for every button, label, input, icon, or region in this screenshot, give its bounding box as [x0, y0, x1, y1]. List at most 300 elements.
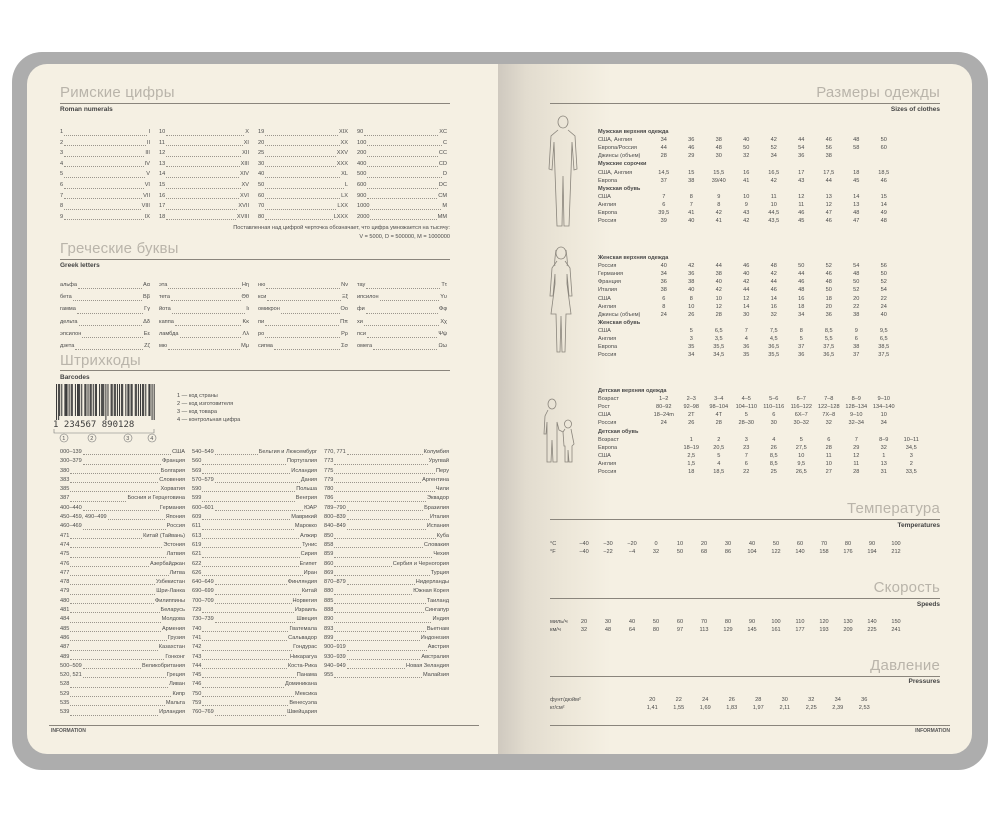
row-value: Турция — [430, 569, 449, 576]
table-row — [258, 201, 348, 212]
table-cell: 36,5 — [823, 352, 835, 359]
row-value: Дания — [300, 476, 317, 483]
table-cell: 1,83 — [726, 705, 738, 712]
table-cell: 10 — [715, 295, 722, 302]
row-label: миль/ч — [550, 619, 568, 626]
table-row — [192, 448, 317, 457]
dot-leader — [366, 303, 438, 313]
table-cell: 225 — [867, 627, 877, 634]
row-key: 500 — [357, 171, 367, 178]
row-value: IX — [144, 213, 150, 220]
table-cell: 12 — [798, 193, 805, 200]
table-column — [324, 448, 449, 680]
table-cell: 28 — [853, 468, 860, 475]
row-key: 520, 521 — [60, 672, 82, 679]
row-key: 486 — [60, 634, 70, 641]
dot-leader — [274, 340, 340, 350]
dot-leader — [202, 643, 292, 650]
barcode-bar — [132, 384, 133, 416]
table-cell: 56 — [825, 145, 832, 152]
table-row — [192, 699, 317, 708]
row-key: 800–839 — [324, 514, 346, 521]
table-cell: 42 — [715, 209, 722, 216]
row-value: Италия — [429, 514, 449, 521]
row-value: Θθ — [241, 294, 249, 301]
table-row — [60, 279, 150, 291]
row-label: Рост — [598, 404, 610, 411]
table-row — [159, 303, 249, 315]
table-cell: 18–24m — [653, 412, 674, 419]
dot-leader — [70, 467, 159, 474]
table-cell: 30 — [724, 541, 732, 548]
table-cell: 41 — [688, 209, 695, 216]
row-value: Δδ — [143, 318, 150, 325]
table-cell: 36 — [688, 137, 695, 144]
table-cell: 18–19 — [683, 444, 700, 451]
table-row — [159, 148, 249, 159]
barcode-bar — [131, 384, 132, 416]
table-cell: 38 — [688, 279, 695, 286]
row-value: XIII — [240, 160, 249, 167]
row-value: Чили — [435, 486, 449, 493]
dot-leader — [70, 560, 149, 567]
table-cell: 52 — [770, 145, 777, 152]
row-label: фунт/дюйм² — [550, 697, 581, 704]
row-value: Словакия — [423, 541, 449, 548]
dot-leader — [83, 457, 161, 464]
table-cell: 34 — [688, 352, 695, 359]
divider — [60, 370, 450, 371]
dot-leader — [202, 457, 286, 464]
row-value: Иран — [303, 569, 317, 576]
pressure-table — [550, 696, 878, 712]
table-cell: 37 — [853, 352, 860, 359]
row-key: дельта — [60, 318, 78, 325]
table-cell: 26 — [728, 697, 735, 704]
row-value: Малайзия — [422, 672, 449, 679]
dot-leader — [70, 653, 164, 660]
dot-leader — [367, 180, 438, 189]
table-row — [598, 185, 898, 193]
table-cell: 14 — [770, 295, 777, 302]
table-cell: 12 — [825, 201, 832, 208]
sizes-subtitle: Sizes of clothes — [890, 106, 940, 113]
table-cell: 90 — [748, 619, 756, 626]
barcode-bar — [103, 384, 104, 416]
row-label: Европа — [598, 444, 618, 451]
barcode-bar — [56, 384, 57, 420]
table-cell: 68 — [700, 549, 708, 556]
row-key: 383 — [60, 476, 70, 483]
table-cell: 18,5 — [713, 468, 725, 475]
table-row — [60, 504, 185, 513]
table-row — [324, 541, 449, 550]
row-key: 619 — [192, 541, 202, 548]
table-row — [324, 671, 449, 680]
row-key: 888 — [324, 607, 334, 614]
table-cell: 2,11 — [779, 705, 790, 712]
row-value: Панама — [296, 672, 317, 679]
barcode-bar — [64, 384, 65, 416]
dot-leader — [166, 169, 239, 178]
table-cell: 36 — [743, 344, 750, 351]
table-cell: 2,39 — [832, 705, 844, 712]
dot-leader — [82, 328, 142, 338]
row-value: Тунис — [302, 541, 317, 548]
table-cell: −30 — [603, 541, 613, 548]
table-cell — [650, 335, 678, 343]
table-row — [60, 303, 150, 315]
table-row — [192, 708, 317, 717]
dot-leader — [347, 504, 423, 511]
row-label: США — [598, 412, 611, 419]
row-value: Нидерланды — [415, 579, 449, 586]
table-cell: 8 — [717, 201, 721, 208]
table-cell: 48 — [853, 137, 860, 144]
row-value: Куба — [436, 532, 449, 539]
row-key: 773 — [324, 458, 334, 465]
table-cell: 38 — [688, 177, 695, 184]
row-key: 930–939 — [324, 653, 346, 660]
dot-leader — [215, 587, 301, 594]
row-key: 500–509 — [60, 662, 82, 669]
row-key: 17 — [159, 203, 166, 210]
row-key: 740 — [192, 625, 202, 632]
table-row — [60, 653, 185, 662]
size-table — [598, 387, 925, 476]
dot-leader — [64, 127, 147, 136]
table-cell: −40 — [579, 541, 589, 548]
table-row — [60, 587, 185, 596]
table-cell: 50 — [880, 137, 887, 144]
table-row — [192, 643, 317, 652]
table-cell: 20 — [825, 303, 832, 310]
row-key: 745 — [192, 672, 202, 679]
row-label: Россия — [598, 352, 617, 359]
dot-leader — [83, 504, 159, 511]
row-value: Перу — [436, 467, 449, 474]
row-value: Словения — [159, 476, 185, 483]
table-cell: 100 — [891, 541, 901, 548]
dot-leader — [347, 522, 426, 529]
dot-leader — [70, 569, 168, 576]
table-cell: 8–9 — [879, 436, 889, 443]
row-value: Исландия — [291, 467, 317, 474]
row-value: Ξξ — [341, 294, 348, 301]
table-cell: 6X–7 — [794, 412, 808, 419]
row-key: 15 — [159, 181, 166, 188]
table-row — [60, 699, 185, 708]
row-value: Израиль — [294, 607, 317, 614]
row-value: XVIII — [236, 213, 249, 220]
dot-leader — [334, 569, 429, 576]
table-row — [550, 704, 878, 712]
table-row — [60, 448, 185, 457]
table-cell: 150 — [891, 619, 901, 626]
table-cell: 40 — [880, 311, 887, 318]
table-cell: 2T — [687, 412, 695, 419]
table-cell: 7 — [744, 327, 748, 334]
table-cell: 12 — [853, 452, 860, 459]
table-row — [258, 316, 348, 328]
table-cell: 3–4 — [714, 396, 724, 403]
table-cell: 37 — [660, 177, 667, 184]
table-cell: 58 — [853, 145, 860, 152]
right-footer: INFORMATION — [915, 728, 950, 734]
table-row — [357, 201, 447, 212]
row-value: Аргентина — [422, 476, 449, 483]
table-row — [192, 457, 317, 466]
table-row — [192, 690, 317, 699]
table-cell: 3 — [744, 436, 748, 443]
table-cell: 35,5 — [768, 352, 780, 359]
row-key: 485 — [60, 625, 70, 632]
table-cell: 40 — [743, 271, 750, 278]
table-cell: 161 — [771, 627, 781, 634]
barcode-bar — [84, 384, 85, 416]
table-row — [60, 680, 185, 689]
table-cell: 36 — [861, 697, 868, 704]
row-key: 869 — [324, 569, 334, 576]
table-cell: 11 — [853, 460, 860, 467]
barcode-bar — [96, 384, 97, 416]
table-row — [192, 615, 317, 624]
table-cell: 38,5 — [878, 344, 890, 351]
row-value: Литва — [169, 569, 185, 576]
dot-leader — [108, 513, 165, 520]
table-row — [598, 262, 898, 270]
table-cell: 134–140 — [872, 404, 895, 411]
dot-leader — [70, 485, 159, 492]
row-key: 955 — [324, 672, 334, 679]
table-cell: 6,5 — [714, 327, 723, 334]
table-row — [324, 467, 449, 476]
table-cell: 38 — [660, 287, 667, 294]
dot-leader — [70, 541, 162, 548]
table-group-heading: Детская верхняя одежда — [598, 388, 667, 395]
dot-leader — [370, 212, 436, 221]
table-row — [258, 159, 348, 170]
row-label: Англия — [598, 460, 617, 467]
dot-leader — [265, 316, 339, 326]
table-cell: 46 — [880, 177, 887, 184]
table-cell: 16 — [743, 169, 750, 176]
barcode-bar — [78, 384, 79, 416]
table-cell: 40 — [688, 287, 695, 294]
table-cell: 38 — [825, 153, 832, 160]
barcode-bar — [93, 384, 94, 416]
table-cell: 26 — [688, 311, 695, 318]
table-row — [357, 316, 447, 328]
table-row — [159, 328, 249, 340]
table-row — [60, 671, 185, 680]
barcode-bar — [75, 384, 76, 416]
dot-leader — [367, 148, 438, 157]
barcode-bar — [90, 384, 91, 416]
table-row — [324, 587, 449, 596]
table-row — [60, 522, 185, 531]
dot-leader — [265, 169, 340, 178]
temperature-table — [550, 540, 908, 556]
dot-leader — [367, 169, 442, 178]
row-key: 30 — [258, 160, 265, 167]
table-cell: 34,5 — [713, 352, 725, 359]
row-value: Ρρ — [341, 330, 348, 337]
row-value: Чехия — [433, 551, 449, 558]
table-cell: 22 — [743, 468, 750, 475]
table-row — [550, 626, 908, 634]
table-row — [60, 606, 185, 615]
table-row — [258, 291, 348, 303]
row-key: ню — [258, 282, 266, 288]
table-cell: 54 — [853, 263, 860, 270]
table-cell: 80 — [652, 627, 660, 634]
barcode-bar — [72, 384, 73, 416]
table-cell: 2,25 — [805, 705, 817, 712]
table-cell: 32 — [825, 420, 832, 427]
row-value: Ливан — [169, 681, 185, 688]
row-key: 480 — [60, 597, 70, 604]
table-cell: 44 — [798, 271, 805, 278]
table-cell: 33,5 — [905, 468, 917, 475]
table-cell: 20 — [580, 619, 588, 626]
row-key: омикрон — [258, 306, 280, 313]
dot-leader — [70, 532, 142, 539]
table-cell: 4 — [772, 436, 776, 443]
table-row — [192, 625, 317, 634]
table-cell: 48 — [825, 279, 832, 286]
row-key: 750 — [192, 690, 202, 697]
table-cell: 36 — [688, 271, 695, 278]
row-value: L — [344, 181, 348, 188]
table-cell: 36,5 — [768, 344, 780, 351]
row-value: Уругвай — [428, 458, 449, 465]
row-key: 487 — [60, 644, 70, 651]
row-label: кг/см² — [550, 705, 565, 712]
barcode-bar — [122, 384, 123, 416]
table-column — [258, 279, 348, 352]
row-value: Σσ — [341, 343, 348, 350]
table-cell: 11 — [770, 193, 777, 200]
table-cell: 15 — [688, 169, 695, 176]
table-row — [258, 279, 348, 291]
table-row — [598, 444, 925, 452]
table-row — [60, 476, 185, 485]
table-cell: 9–10 — [877, 396, 890, 403]
dot-leader — [334, 550, 432, 557]
table-cell: 41 — [715, 218, 722, 225]
table-row — [598, 144, 898, 152]
table-row — [357, 148, 447, 159]
row-value: Испания — [426, 523, 449, 530]
row-value: D — [442, 171, 447, 178]
table-cell: 42 — [715, 287, 722, 294]
dot-leader — [265, 191, 340, 200]
row-value: Грузия — [167, 634, 185, 641]
row-value: Греция — [166, 672, 185, 679]
table-row — [159, 138, 249, 149]
dot-leader — [166, 180, 240, 189]
table-cell: 2,53 — [858, 705, 870, 712]
table-cell: 1,69 — [699, 705, 711, 712]
table-cell: 34 — [770, 153, 777, 160]
barcode-bar — [136, 384, 137, 416]
table-cell: 60 — [796, 541, 804, 548]
dot-leader — [265, 180, 344, 189]
table-cell: 50 — [825, 287, 832, 294]
table-cell: 140 — [867, 619, 877, 626]
table-row — [192, 494, 317, 503]
table-row — [192, 569, 317, 578]
table-cell: 7 — [854, 436, 858, 443]
row-key: бета — [60, 294, 72, 301]
speed-title: Скорость — [873, 579, 940, 596]
table-group-heading: Мужская верхняя одежда — [598, 129, 669, 136]
row-key: 460–469 — [60, 523, 82, 530]
row-key: 450–459, 490–499 — [60, 514, 107, 521]
size-table — [550, 618, 908, 634]
row-value: Κκ — [242, 318, 249, 325]
row-value: Маврикий — [291, 514, 317, 521]
row-value: Αα — [143, 282, 150, 288]
speed-subtitle: Speeds — [916, 601, 940, 608]
barcode-legend: 1 — код страны 2 — код изготовителя 3 — код товара 4 — контрольная цифра — [177, 393, 241, 423]
dot-leader — [334, 615, 431, 622]
table-cell: 7 — [662, 193, 666, 200]
dot-leader — [202, 541, 301, 548]
table-row — [324, 532, 449, 541]
row-value: Марокко — [294, 523, 317, 530]
dot-leader — [70, 587, 155, 594]
table-cell: 1,55 — [673, 705, 685, 712]
table-cell: 177 — [795, 627, 805, 634]
dot-leader — [367, 328, 437, 338]
table-cell: 28 — [715, 311, 722, 318]
table-cell: 40 — [688, 218, 695, 225]
table-cell: 25 — [770, 468, 777, 475]
row-key: 489 — [60, 653, 70, 660]
dot-leader — [64, 138, 146, 147]
table-cell: 22 — [675, 697, 682, 704]
table-cell: 38 — [853, 344, 860, 351]
dot-leader — [265, 138, 339, 147]
row-key: 539 — [60, 709, 70, 716]
svg-text:2: 2 — [90, 436, 94, 442]
dot-leader — [215, 476, 300, 483]
table-cell: 10 — [688, 303, 695, 310]
row-value: X — [245, 129, 249, 135]
table-row — [598, 411, 925, 419]
barcode-bar — [85, 384, 86, 416]
row-value: Сербия и Черногория — [392, 560, 449, 567]
row-value: XC — [439, 129, 447, 135]
barcode-bar — [138, 384, 139, 416]
table-cell: −20 — [627, 541, 637, 548]
table-row — [598, 403, 925, 411]
table-row — [357, 127, 447, 138]
table-cell: 22 — [880, 295, 887, 302]
table-row — [192, 485, 317, 494]
table-cell: 44 — [770, 279, 777, 286]
table-cell: 46 — [825, 218, 832, 225]
table-cell: 64 — [628, 627, 636, 634]
row-label: США — [598, 193, 611, 200]
dot-leader — [265, 212, 332, 221]
table-cell: 46 — [798, 279, 805, 286]
table-cell: 10 — [676, 541, 684, 548]
row-value: Азербайджан — [150, 560, 185, 567]
table-cell: 3 — [909, 452, 913, 459]
